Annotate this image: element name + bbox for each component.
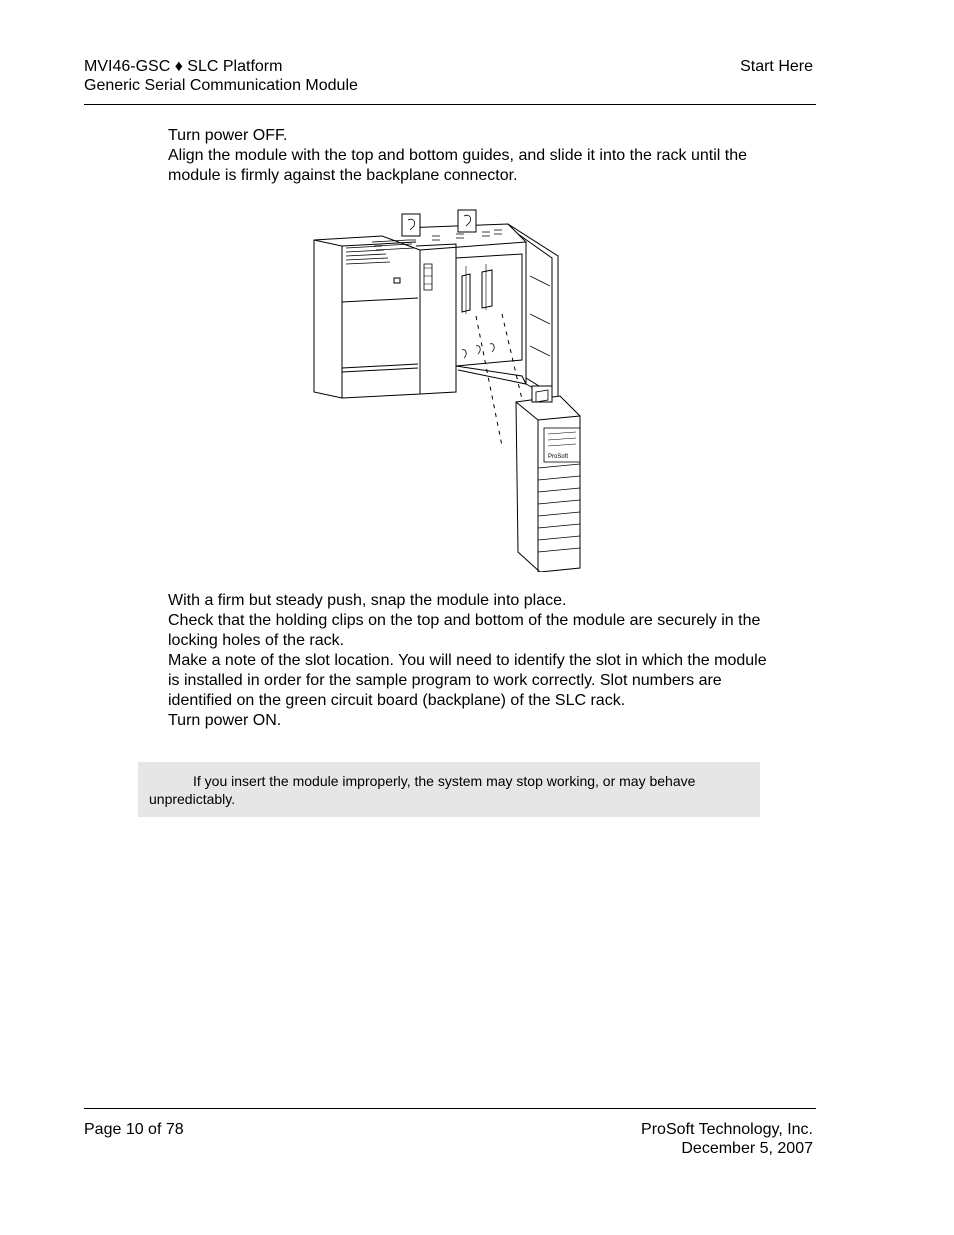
caution-note <box>138 762 760 817</box>
steps-before-figure <box>168 126 768 186</box>
company-name: ProSoft Technology, Inc. <box>641 1121 813 1138</box>
step-item: Turn power ON. <box>168 712 282 729</box>
page-number: Page 10 of 78 <box>84 1121 184 1138</box>
steps-after-figure <box>168 591 768 731</box>
module-logo-text: ProSoft <box>548 454 569 460</box>
step-item: Align the module with the top and bottom guides, and slide it into the rack until the module is firmly against the backplane connector. <box>168 147 748 184</box>
module-insertion-figure <box>312 206 584 572</box>
note-text: If you insert the module improperly, the system may stop working, or may behave unpredictably. <box>149 773 696 807</box>
step-item: Turn power OFF. <box>168 127 288 144</box>
step-item: With a firm but steady push, snap the module into place. <box>168 592 567 609</box>
running-header-left <box>84 57 358 95</box>
footer-divider <box>84 1108 816 1109</box>
product-line: MVI46-GSC ♦ SLC Platform <box>84 58 283 75</box>
module-name: Generic Serial Communication Module <box>84 77 358 94</box>
section-title: Start Here <box>740 58 813 75</box>
running-footer-right <box>641 1120 813 1158</box>
document-date: December 5, 2007 <box>681 1140 813 1157</box>
header-divider <box>84 104 816 105</box>
step-item: Check that the holding clips on the top and bottom of the module are securely in the locking holes of the rack. <box>168 612 761 649</box>
step-item: Make a note of the slot location. You will need to identify the slot in which the module is installed in order for the sample program to work correctly. Slot numbers are identified on the green circuit board (backplane) of the SLC rack. <box>168 652 767 709</box>
